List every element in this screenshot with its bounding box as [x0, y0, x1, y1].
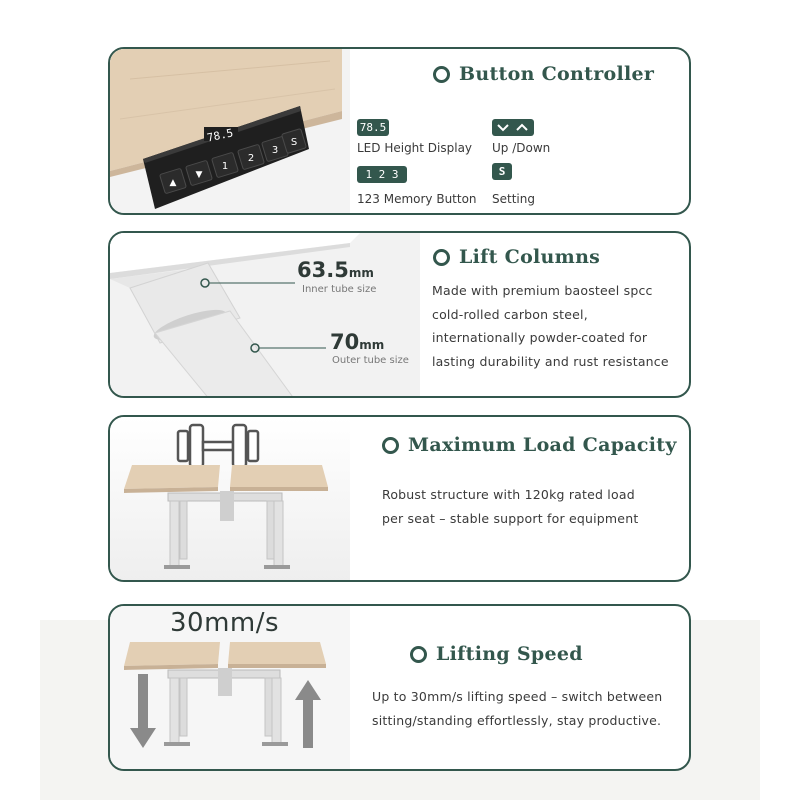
ring-bullet-icon — [382, 437, 399, 454]
memory-badge: 1 2 3 — [357, 166, 407, 183]
lifting-speed-description: Up to 30mm/s lifting speed – switch between sitting/standing effortlessly, stay productive. — [372, 689, 663, 728]
button-2-label: 2 — [247, 153, 255, 164]
max-load-description: Robust structure with 120kg rated load per seat – stable support for equipment — [382, 487, 639, 526]
button-controller-card — [108, 47, 691, 215]
load-desk-illustration — [110, 417, 350, 582]
ring-bullet-icon — [433, 249, 450, 266]
outer-tube-measurement: 70mm — [330, 330, 385, 354]
desk-top-left — [124, 465, 220, 489]
memory-label: 123 Memory Button — [357, 192, 477, 206]
button-3-label: 3 — [271, 145, 279, 156]
ring-bullet-icon — [410, 646, 427, 663]
max-load-title: Maximum Load Capacity — [382, 434, 677, 456]
led-display-label: LED Height Display — [357, 141, 473, 155]
button-controller-title: Button Controller — [433, 63, 654, 85]
button-s-label: S — [290, 137, 298, 148]
lift-columns-card — [108, 231, 691, 398]
max-load-card — [108, 415, 691, 582]
controller-display: 78.5 — [205, 126, 235, 145]
setting-label: Setting — [492, 192, 535, 206]
button-1-label: 1 — [221, 161, 229, 172]
button-down-label: ▼ — [195, 170, 203, 180]
lift-columns-description: Made with premium baosteel spcc cold-rolled carbon steel, internationally powder-coated for lasting durability and rust resistance — [432, 283, 669, 369]
lift-columns-title: Lift Columns — [433, 246, 600, 268]
up-down-label: Up /Down — [492, 141, 551, 155]
inner-tube-measurement: 63.5mm — [297, 258, 374, 282]
controller-illustration — [110, 49, 350, 215]
led-display-badge: 78.5 — [357, 119, 389, 136]
button-up-label: ▲ — [169, 178, 177, 188]
outer-tube-label: Outer tube size — [332, 355, 409, 366]
setting-badge: S — [492, 163, 512, 180]
speed-value-label: 30mm/s — [170, 608, 280, 638]
desk-top-right — [230, 465, 328, 487]
desk-top-left — [124, 642, 220, 666]
lifting-speed-title: Lifting Speed — [410, 643, 583, 665]
up-down-arrows-icon — [492, 119, 534, 136]
desk-top-right — [228, 642, 326, 664]
up-down-badge — [492, 119, 534, 136]
inner-tube-label: Inner tube size — [302, 284, 377, 295]
ring-bullet-icon — [433, 66, 450, 83]
